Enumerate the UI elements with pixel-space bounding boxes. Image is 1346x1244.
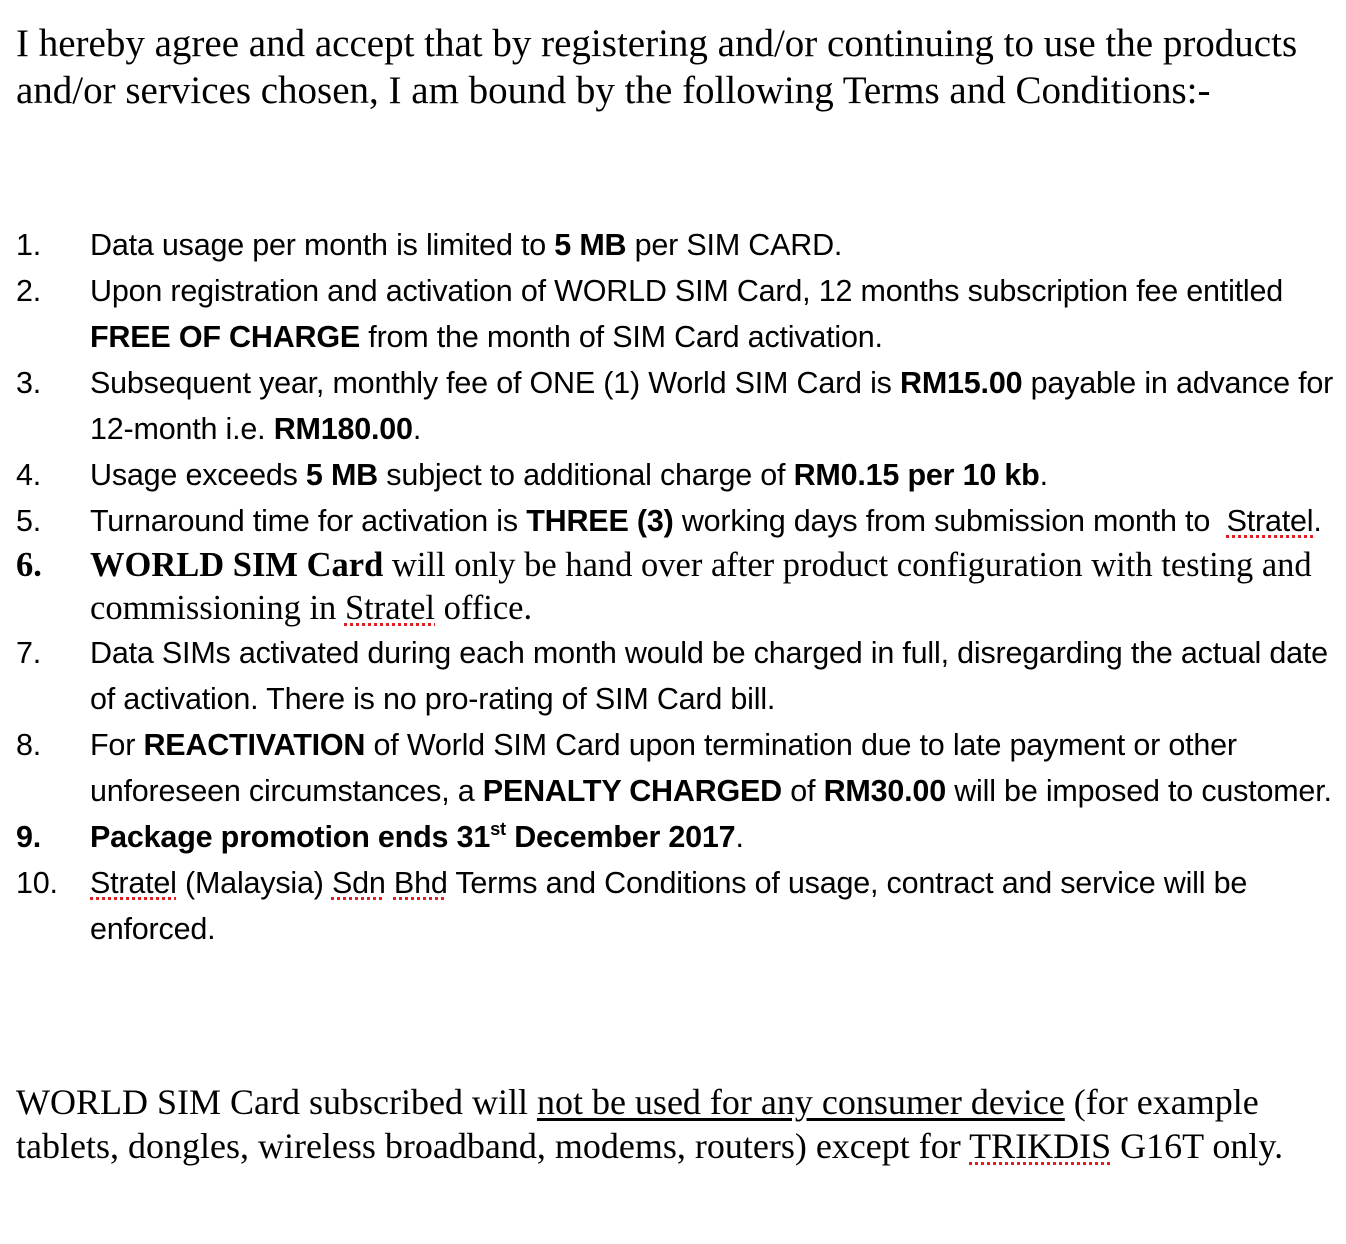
- term-number: 8.: [16, 728, 42, 762]
- term-item-8: 8. For REACTIVATION of World SIM Card upon termination due to late payment or other unforeseen circumstances, a PENALTY CHARGED of RM30.00 will be imposed to customer.: [16, 722, 1336, 814]
- intro-paragraph: I hereby agree and accept that by registering and/or continuing to use the products and/or services chosen, I am bound by the following Terms and Conditions:-: [16, 22, 1298, 112]
- term-number: 5.: [16, 504, 42, 538]
- term-item-3: 3. Subsequent year, monthly fee of ONE (1) World SIM Card is RM15.00 payable in advance for 12-month i.e. RM180.00.: [16, 360, 1336, 452]
- term-item-10: 10. Stratel (Malaysia) Sdn Bhd Terms and Conditions of usage, contract and service will be enforced.: [16, 860, 1336, 952]
- spellcheck-word: Stratel: [344, 589, 435, 627]
- spellcheck-word: Sdn: [331, 866, 386, 900]
- term-number: 10.: [16, 866, 58, 900]
- terms-list: [16, 222, 1336, 952]
- term-number: 9.: [16, 820, 42, 854]
- term-item-4: 4. Usage exceeds 5 MB subject to additional charge of RM0.15 per 10 kb.: [16, 452, 1336, 498]
- term-item-6: 6. WORLD SIM Card will only be hand over after product configuration with testing and commissioning in Stratel office.: [16, 546, 1312, 627]
- term-number: 3.: [16, 366, 42, 400]
- term-item-7: 7. Data SIMs activated during each month would be charged in full, disregarding the actual date of activation. There is no pro-rating of SIM Card bill.: [16, 630, 1336, 722]
- term-number: 2.: [16, 274, 42, 308]
- underlined-restriction: not be used for any consumer device: [536, 1082, 1065, 1122]
- term-number: 7.: [16, 636, 42, 670]
- term-item-1: 1. Data usage per month is limited to 5 MB per SIM CARD.: [16, 222, 1336, 268]
- term-number: 6.: [16, 546, 42, 584]
- spellcheck-word: Bhd: [393, 866, 448, 900]
- spellcheck-word: TRIKDIS: [969, 1126, 1112, 1166]
- spellcheck-word: Stratel: [90, 866, 177, 900]
- term-item-2: 2. Upon registration and activation of WORLD SIM Card, 12 months subscription fee entitled FREE OF CHARGE from the month of SIM Card activation.: [16, 268, 1336, 360]
- term-item-5: 5. Turnaround time for activation is THREE (3) working days from submission month to Stratel.: [16, 498, 1336, 544]
- closing-paragraph: WORLD SIM Card subscribed will not be used for any consumer device (for example tablets, dongles, wireless broadband, modems, routers) except for TRIKDIS G16T only.: [16, 1082, 1284, 1166]
- term-number: 4.: [16, 458, 42, 492]
- term-number: 1.: [16, 228, 42, 262]
- spellcheck-word: Stratel: [1226, 504, 1314, 538]
- term-item-9: 9. Package promotion ends 31st December 2017.: [16, 814, 1336, 860]
